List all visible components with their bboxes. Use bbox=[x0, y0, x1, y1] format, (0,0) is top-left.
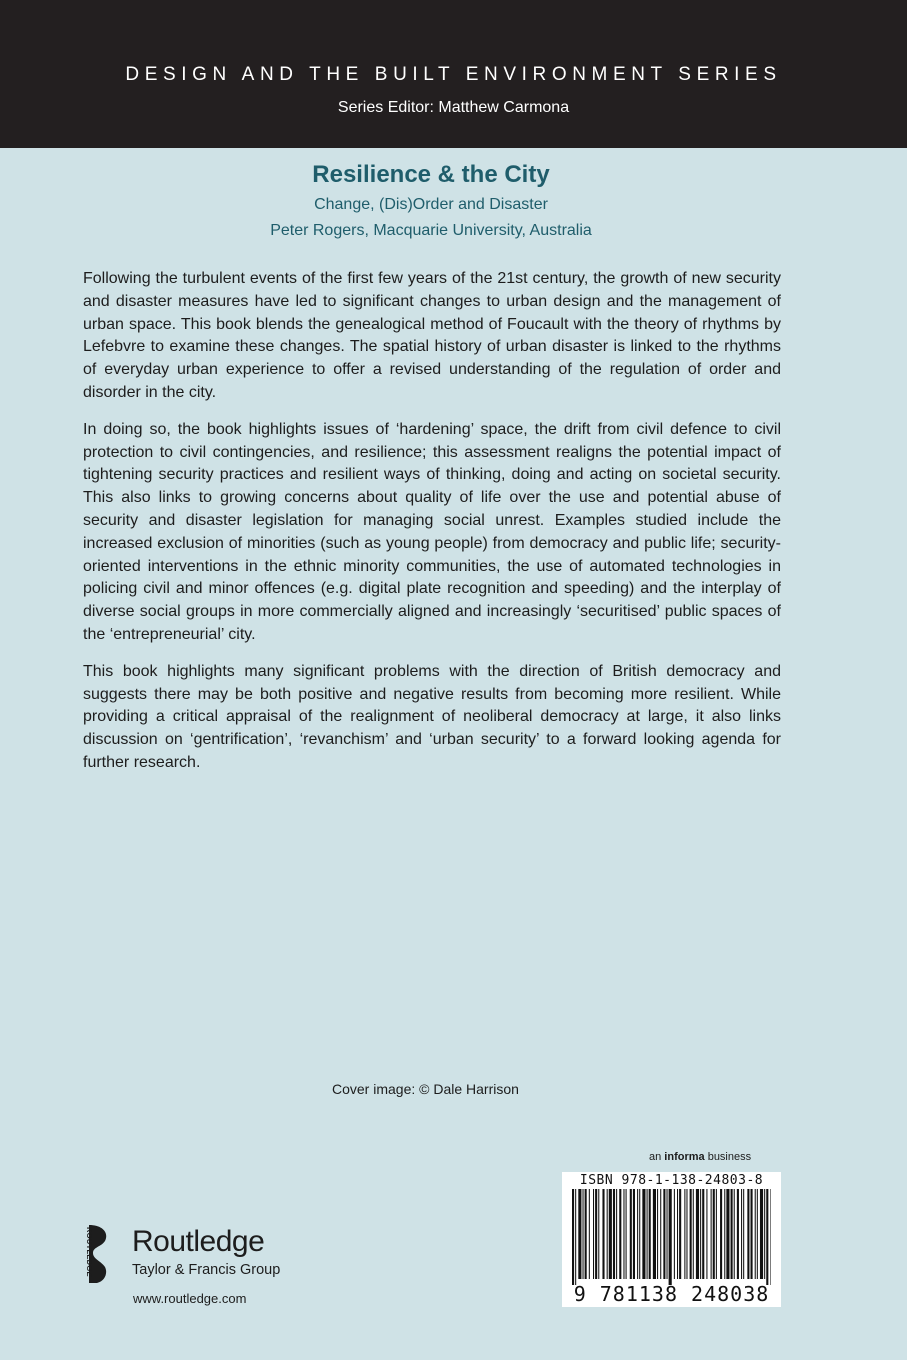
barcode-bar bbox=[657, 1189, 658, 1279]
barcode-bar bbox=[589, 1189, 590, 1279]
book-title: Resilience & the City bbox=[312, 161, 550, 188]
barcode-bar bbox=[633, 1189, 635, 1279]
barcode-bar bbox=[690, 1189, 692, 1279]
barcode-bar bbox=[585, 1189, 587, 1279]
barcode-bar bbox=[598, 1189, 599, 1279]
series-header bbox=[0, 0, 907, 148]
barcode-bar bbox=[702, 1189, 704, 1279]
barcode-bar bbox=[741, 1189, 742, 1279]
blurb-paragraph: This book highlights many significant problems with the direction of British democracy and suggests there may be both positive and negative results from becoming more resilient. While providing a critical appraisal of the realignment of neoliberal democracy at large, it also links discussion on ‘gentrification’, ‘revanchism’ and ‘urban security’ to a forward looking agenda for further research. bbox=[83, 662, 781, 771]
barcode-bar bbox=[637, 1189, 638, 1279]
blurb-paragraph: Following the turbulent events of the first few years of the 21st century, the growth of new security and disaster measures have led to significant changes to urban design and the management of urban space. This book blends the genealogical method of Foucault with the theory of rhythms by Lefebvre to examine these changes. The spatial history of urban disaster is linked to the rhythms of everyday urban experience to offer a revised understanding of the regulation of order and disorder in the city. bbox=[83, 270, 781, 401]
barcode-bar bbox=[642, 1189, 645, 1279]
barcode-bar bbox=[660, 1189, 661, 1279]
barcode-bar bbox=[766, 1189, 768, 1285]
barcode-bar bbox=[700, 1189, 701, 1279]
barcode-bar bbox=[684, 1189, 685, 1279]
barcode-bar bbox=[669, 1189, 672, 1285]
barcode-bar bbox=[609, 1189, 612, 1279]
barcode-bar bbox=[716, 1189, 717, 1279]
barcode-bar bbox=[720, 1189, 722, 1279]
barcode-bar bbox=[575, 1189, 576, 1285]
blurb-paragraph: In doing so, the book highlights issues of ‘hardening’ space, the drift from civil defence to civil protection to civil contingencies, and resilience; this assessment realigns the potential impact of tightening security practices and resilient ways of thinking, doing and acting on societal security. This also links to growing concerns about quality of life over the use and potential abuse of security and disaster legislation for managing social unrest. Examples studied include the increased exclusion of minorities (such as young people) from democracy and public life; security-oriented interventions in the ethnic minority communities, the use of automated technologies in policing civil and minor offences (e.g. digital plate recognition and speeding) and the interplay of diverse social groups in more commercially aligned and increasingly ‘securitised’ public spaces of the ‘entrepreneurial’ city. bbox=[83, 420, 781, 643]
barcode-bar bbox=[737, 1189, 739, 1279]
barcode-bar bbox=[613, 1189, 615, 1279]
barcode-bar bbox=[711, 1189, 712, 1279]
barcode-bar bbox=[743, 1189, 744, 1279]
barcode-bar bbox=[696, 1189, 699, 1279]
barcode-bar bbox=[770, 1189, 771, 1285]
barcode-bar bbox=[616, 1189, 617, 1279]
barcode-bar bbox=[595, 1189, 597, 1279]
barcode-bar bbox=[764, 1189, 765, 1279]
series-editor: Series Editor: Matthew Carmona bbox=[337, 99, 570, 116]
book-author: Peter Rogers, Macquarie University, Australia bbox=[270, 222, 592, 239]
barcode-bar bbox=[679, 1189, 681, 1279]
blurb bbox=[83, 268, 781, 789]
publisher-name: Routledge bbox=[132, 1225, 265, 1258]
informa-prefix: an bbox=[649, 1151, 665, 1163]
routledge-logo-icon bbox=[79, 1223, 115, 1285]
isbn-barcode bbox=[562, 1172, 781, 1307]
cover-credit: Cover image: © Dale Harrison bbox=[332, 1081, 519, 1097]
barcode-bar bbox=[757, 1189, 758, 1279]
barcode-bar bbox=[747, 1189, 749, 1279]
barcode-bar bbox=[677, 1189, 678, 1279]
barcode-bar bbox=[751, 1189, 753, 1279]
barcode-bars bbox=[572, 1189, 771, 1285]
publisher-url[interactable]: www.routledge.com bbox=[133, 1291, 247, 1306]
barcode-bar bbox=[602, 1189, 604, 1279]
isbn-label: ISBN 978-1-138-24803-8 bbox=[579, 1173, 764, 1188]
barcode-bar bbox=[667, 1189, 668, 1279]
series-title: DESIGN AND THE BUILT ENVIRONMENT SERIES bbox=[125, 64, 782, 85]
barcode-bar bbox=[653, 1189, 656, 1279]
barcode-bar bbox=[623, 1189, 624, 1279]
routledge-logo-text: ROUTLEDGE bbox=[85, 1227, 94, 1277]
barcode-bar bbox=[706, 1189, 707, 1279]
barcode-bar bbox=[630, 1189, 632, 1279]
barcode-bar bbox=[731, 1189, 733, 1279]
barcode-bar bbox=[724, 1189, 725, 1279]
publisher-group: Taylor & Francis Group bbox=[132, 1262, 281, 1278]
barcode-bar bbox=[713, 1189, 715, 1279]
barcode-bar bbox=[639, 1189, 640, 1279]
barcode-bar bbox=[726, 1189, 729, 1279]
barcode-bar bbox=[693, 1189, 694, 1279]
ean-digits: 9 781138 248038 bbox=[573, 1282, 770, 1306]
barcode-bar bbox=[760, 1189, 763, 1279]
barcode-bar bbox=[663, 1189, 665, 1279]
barcode-bar bbox=[572, 1189, 574, 1285]
barcode-bar bbox=[593, 1189, 594, 1279]
barcode-bar bbox=[755, 1189, 756, 1279]
barcode-bar bbox=[686, 1189, 687, 1279]
book-subtitle: Change, (Dis)Order and Disaster bbox=[314, 196, 548, 213]
barcode-bar bbox=[583, 1189, 584, 1279]
informa-suffix: business bbox=[704, 1151, 752, 1163]
informa-tagline bbox=[649, 1151, 751, 1163]
barcode-bar bbox=[649, 1189, 651, 1279]
barcode-bar bbox=[674, 1189, 675, 1279]
barcode-bar bbox=[734, 1189, 735, 1279]
barcode-bar bbox=[626, 1189, 627, 1279]
barcode-bar bbox=[619, 1189, 621, 1279]
barcode-bar bbox=[578, 1189, 581, 1279]
informa-brand: informa bbox=[664, 1151, 705, 1163]
barcode-bar bbox=[647, 1189, 648, 1279]
barcode-bar bbox=[607, 1189, 608, 1279]
